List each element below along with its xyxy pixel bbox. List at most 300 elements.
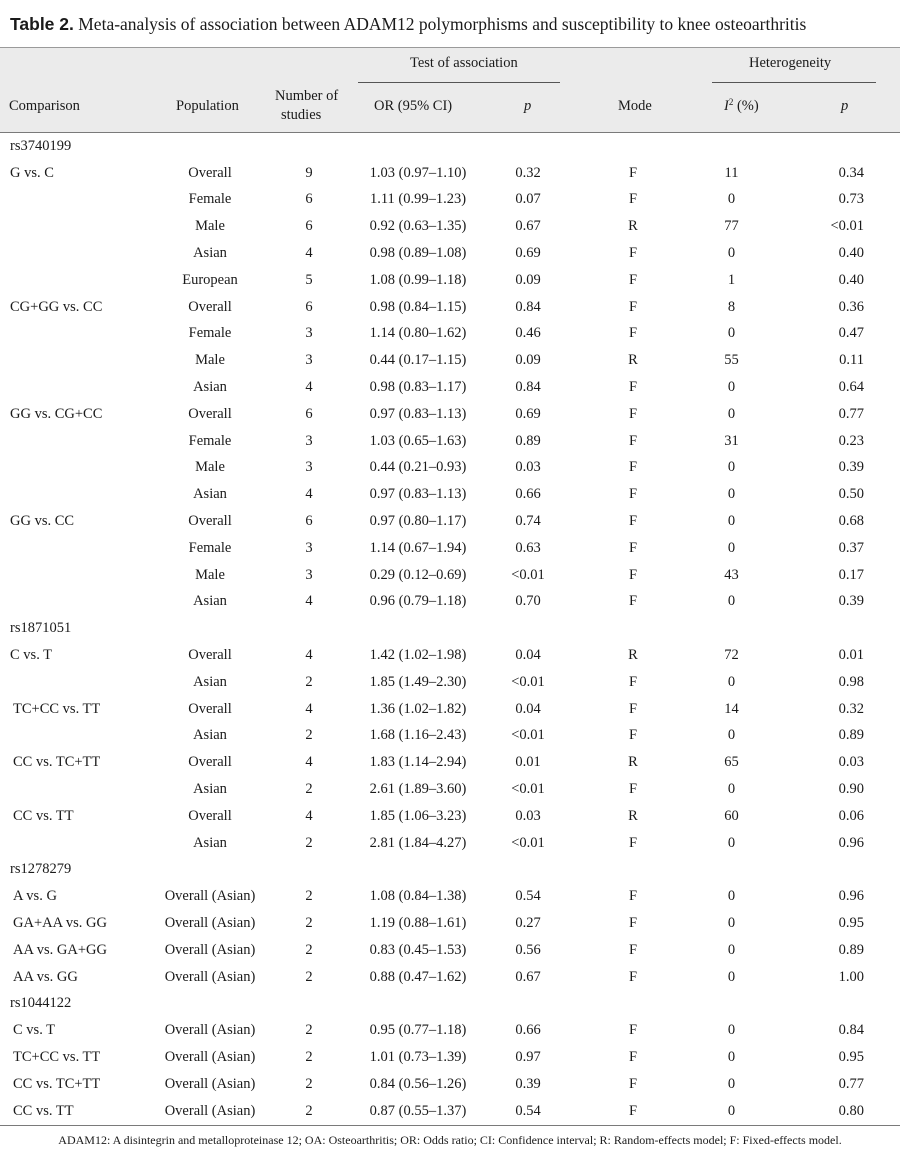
cell-p-value: <0.01 xyxy=(511,834,545,851)
cell-population: Asian xyxy=(193,727,227,744)
cell-i2: 14 xyxy=(724,700,739,717)
cell-p-value: 0.84 xyxy=(515,379,541,396)
cell-mode: F xyxy=(628,673,638,690)
cell-number-of-studies: 4 xyxy=(305,807,313,824)
cell-number-of-studies xyxy=(275,615,343,642)
snp-group-row xyxy=(0,991,900,1018)
table-row xyxy=(0,1071,900,1098)
cell-comparison xyxy=(0,240,145,267)
header-number-line2: studies xyxy=(281,107,322,123)
cell-comparison: GA+AA vs. GG xyxy=(13,915,107,931)
cell-or-ci xyxy=(343,615,493,642)
cell-i2: 8 xyxy=(727,298,736,315)
cell-or-ci: 1.14 (0.80–1.62) xyxy=(369,325,467,342)
table-row xyxy=(0,696,900,723)
cell-number-of-studies: 2 xyxy=(305,1102,313,1119)
cell-number-of-studies: 2 xyxy=(305,781,313,798)
cell-or-ci: 1.08 (0.84–1.38) xyxy=(369,888,467,905)
cell-mode: F xyxy=(628,968,638,985)
cell-p-value: 0.69 xyxy=(515,245,541,262)
cell-population: Overall xyxy=(188,807,232,824)
cell-i2: 60 xyxy=(724,807,739,824)
cell-i2: 77 xyxy=(724,218,739,235)
cell-heterogeneity-p: 0.84 xyxy=(838,1022,864,1039)
cell-comparison xyxy=(0,428,145,455)
cell-population xyxy=(145,133,275,160)
cell-i2: 0 xyxy=(727,834,736,851)
cell-p-value: 0.32 xyxy=(515,164,541,181)
table-row xyxy=(0,187,900,214)
cell-number-of-studies: 4 xyxy=(305,700,313,717)
cell-comparison: GG vs. CG+CC xyxy=(10,405,103,422)
cell-population: Overall xyxy=(188,647,232,664)
cell-heterogeneity-p: 0.47 xyxy=(838,325,864,342)
cell-heterogeneity-p: 0.96 xyxy=(838,834,864,851)
cell-p-value: 0.54 xyxy=(515,1102,541,1119)
table-row xyxy=(0,749,900,776)
table-row xyxy=(0,213,900,240)
cell-heterogeneity-p xyxy=(760,857,900,884)
cell-mode: F xyxy=(628,245,638,262)
cell-or-ci: 1.85 (1.49–2.30) xyxy=(369,673,467,690)
cell-number-of-studies: 6 xyxy=(305,513,313,530)
cell-i2: 0 xyxy=(727,245,736,262)
cell-number-of-studies: 2 xyxy=(305,727,313,744)
cell-heterogeneity-p: 0.73 xyxy=(838,191,864,208)
cell-number-of-studies: 4 xyxy=(305,486,313,503)
cell-mode: F xyxy=(628,513,638,530)
cell-number-of-studies: 6 xyxy=(305,191,313,208)
cell-number-of-studies: 2 xyxy=(305,1075,313,1092)
cell-comparison: G vs. C xyxy=(10,164,54,181)
cell-or-ci: 1.19 (0.88–1.61) xyxy=(369,915,467,931)
cell-mode: F xyxy=(628,566,638,583)
cell-p-value: 0.56 xyxy=(515,941,541,958)
cell-heterogeneity-p xyxy=(760,133,900,160)
header-mode: Mode xyxy=(618,98,652,114)
cell-number-of-studies: 4 xyxy=(305,754,313,771)
table-row xyxy=(0,910,900,937)
cell-mode: R xyxy=(628,218,638,235)
cell-p-value: 0.69 xyxy=(515,405,541,422)
cell-or-ci: 1.85 (1.06–3.23) xyxy=(369,807,467,824)
cell-number-of-studies: 4 xyxy=(305,593,313,610)
cell-number-of-studies: 9 xyxy=(305,164,313,181)
cell-or-ci: 0.95 (0.77–1.18) xyxy=(369,1022,467,1039)
cell-population: Female xyxy=(188,191,232,208)
cell-heterogeneity-p: 0.23 xyxy=(838,432,864,449)
table-row xyxy=(0,160,900,187)
cell-p-value xyxy=(493,857,563,884)
table-row xyxy=(0,562,900,589)
header-i2 xyxy=(724,98,759,115)
cell-p-value: 0.09 xyxy=(515,352,541,369)
table-row xyxy=(0,883,900,910)
cell-heterogeneity-p: <0.01 xyxy=(830,218,864,235)
cell-population: Overall xyxy=(188,298,232,315)
cell-heterogeneity-p: 0.77 xyxy=(838,405,864,422)
cell-comparison xyxy=(0,535,145,562)
cell-population: Overall xyxy=(188,754,232,771)
cell-population: Overall xyxy=(188,164,232,181)
cell-comparison xyxy=(0,723,145,750)
cell-population xyxy=(145,991,275,1018)
cell-comparison xyxy=(0,374,145,401)
table-row xyxy=(0,267,900,294)
cell-population: Asian xyxy=(193,245,227,262)
cell-number-of-studies: 5 xyxy=(305,271,313,288)
cell-i2: 0 xyxy=(727,593,736,610)
table-row xyxy=(0,803,900,830)
cell-comparison: CG+GG vs. CC xyxy=(10,298,103,315)
cell-or-ci: 0.96 (0.79–1.18) xyxy=(369,593,467,610)
cell-i2: 0 xyxy=(727,1075,736,1092)
cell-number-of-studies: 6 xyxy=(305,298,313,315)
table-row xyxy=(0,294,900,321)
table-row xyxy=(0,374,900,401)
cell-population: Male xyxy=(195,352,225,369)
cell-comparison: GG vs. CC xyxy=(10,513,75,530)
cell-heterogeneity-p: 0.77 xyxy=(838,1075,864,1092)
cell-heterogeneity-p: 0.40 xyxy=(838,245,864,262)
cell-mode xyxy=(563,857,703,884)
cell-number-of-studies: 2 xyxy=(305,968,313,985)
cell-mode: F xyxy=(628,1048,638,1065)
cell-population: Male xyxy=(195,566,225,583)
cell-heterogeneity-p: 0.06 xyxy=(838,807,864,824)
cell-population: Male xyxy=(195,459,225,476)
table-row xyxy=(0,642,900,669)
cell-i2: 0 xyxy=(727,325,736,342)
cell-heterogeneity-p: 0.50 xyxy=(838,486,864,503)
cell-comparison xyxy=(0,321,145,348)
cell-number-of-studies: 3 xyxy=(305,459,313,476)
cell-comparison: rs1044122 xyxy=(10,995,72,1012)
cell-or-ci: 1.11 (0.99–1.23) xyxy=(369,191,467,208)
header-or-ci: OR (95% CI) xyxy=(374,98,453,114)
cell-comparison: rs1278279 xyxy=(10,861,72,878)
cell-heterogeneity-p: 0.89 xyxy=(838,941,864,958)
table-row xyxy=(0,240,900,267)
cell-number-of-studies: 2 xyxy=(305,673,313,690)
table-header xyxy=(0,48,900,133)
cell-or-ci: 1.08 (0.99–1.18) xyxy=(369,271,467,288)
header-number-line1: Number of xyxy=(275,88,339,104)
table-row xyxy=(0,1017,900,1044)
cell-or-ci: 1.03 (0.97–1.10) xyxy=(369,164,467,181)
cell-p-value: 0.54 xyxy=(515,888,541,905)
table-caption xyxy=(0,0,900,48)
header-het-p xyxy=(841,98,848,115)
snp-group-row xyxy=(0,615,900,642)
cell-i2: 0 xyxy=(727,486,736,503)
cell-i2: 65 xyxy=(724,754,739,771)
cell-or-ci: 1.68 (1.16–2.43) xyxy=(369,727,467,744)
cell-mode: F xyxy=(628,271,638,288)
cell-or-ci: 1.14 (0.67–1.94) xyxy=(369,539,467,556)
cell-comparison: CC vs. TT xyxy=(13,807,74,824)
header-test-of-association: Test of association xyxy=(410,55,518,71)
header-p-text: p xyxy=(524,98,532,114)
cell-population: Asian xyxy=(193,781,227,798)
cell-or-ci: 0.98 (0.83–1.17) xyxy=(369,379,467,396)
cell-population xyxy=(145,857,275,884)
cell-p-value: 0.89 xyxy=(515,432,541,449)
cell-p-value: <0.01 xyxy=(511,673,545,690)
cell-p-value: <0.01 xyxy=(511,781,545,798)
cell-population: Overall (Asian) xyxy=(164,1022,256,1039)
cell-heterogeneity-p: 0.89 xyxy=(838,727,864,744)
cell-p-value xyxy=(493,991,563,1018)
cell-mode: F xyxy=(628,593,638,610)
cell-heterogeneity-p: 0.95 xyxy=(838,915,864,931)
snp-group-row xyxy=(0,857,900,884)
cell-mode: F xyxy=(628,888,638,905)
cell-or-ci: 0.97 (0.83–1.13) xyxy=(369,405,467,422)
cell-p-value: 0.66 xyxy=(515,486,541,503)
cell-population: Asian xyxy=(193,486,227,503)
cell-population: Overall xyxy=(188,513,232,530)
cell-number-of-studies xyxy=(275,857,343,884)
header-i2-sup: 2 xyxy=(728,97,734,107)
cell-or-ci: 2.81 (1.84–4.27) xyxy=(369,834,467,851)
cell-or-ci: 0.97 (0.80–1.17) xyxy=(369,513,467,530)
snp-group-row xyxy=(0,133,900,160)
cell-mode: R xyxy=(628,807,638,824)
cell-comparison: TC+CC vs. TT xyxy=(13,1048,101,1065)
cell-number-of-studies: 4 xyxy=(305,245,313,262)
cell-i2 xyxy=(703,857,760,884)
cell-population: European xyxy=(182,271,238,288)
cell-number-of-studies: 2 xyxy=(305,915,313,931)
cell-population: Female xyxy=(188,432,232,449)
cell-mode: F xyxy=(628,915,638,931)
table-row xyxy=(0,535,900,562)
table-row xyxy=(0,321,900,348)
cell-i2: 43 xyxy=(724,566,739,583)
cell-number-of-studies: 3 xyxy=(305,566,313,583)
cell-mode: F xyxy=(628,325,638,342)
cell-mode: F xyxy=(628,834,638,851)
cell-comparison xyxy=(0,213,145,240)
table-row xyxy=(0,455,900,482)
table-row xyxy=(0,669,900,696)
cell-mode: F xyxy=(628,1022,638,1039)
cell-number-of-studies: 3 xyxy=(305,432,313,449)
cell-number-of-studies: 2 xyxy=(305,941,313,958)
header-heterogeneity: Heterogeneity xyxy=(749,55,832,71)
cell-p-value: 0.04 xyxy=(515,700,541,717)
cell-p-value: 0.09 xyxy=(515,271,541,288)
cell-i2: 0 xyxy=(727,968,736,985)
table-row xyxy=(0,937,900,964)
cell-mode: F xyxy=(628,164,638,181)
cell-population: Asian xyxy=(193,673,227,690)
cell-comparison: A vs. G xyxy=(13,888,57,905)
cell-p-value: <0.01 xyxy=(511,566,545,583)
cell-p-value: 0.67 xyxy=(515,218,541,235)
cell-mode: F xyxy=(628,727,638,744)
cell-i2: 0 xyxy=(727,1048,736,1065)
cell-or-ci: 0.98 (0.89–1.08) xyxy=(369,245,467,262)
cell-heterogeneity-p: 0.90 xyxy=(838,781,864,798)
cell-mode: F xyxy=(628,379,638,396)
cell-or-ci: 1.01 (0.73–1.39) xyxy=(369,1048,467,1065)
cell-population: Female xyxy=(188,539,232,556)
cell-p-value: 0.03 xyxy=(515,459,541,476)
cell-or-ci: 0.97 (0.83–1.13) xyxy=(369,486,467,503)
cell-or-ci: 1.36 (1.02–1.82) xyxy=(369,700,467,717)
cell-i2: 0 xyxy=(727,539,736,556)
cell-i2: 55 xyxy=(724,352,739,369)
cell-i2: 1 xyxy=(727,271,736,288)
cell-heterogeneity-p: 0.98 xyxy=(838,673,864,690)
cell-heterogeneity-p: 0.95 xyxy=(838,1048,864,1065)
cell-heterogeneity-p: 0.11 xyxy=(839,352,864,369)
cell-comparison: AA vs. GG xyxy=(13,968,78,985)
cell-population: Overall (Asian) xyxy=(164,888,256,905)
cell-or-ci: 0.92 (0.63–1.35) xyxy=(369,218,467,235)
table-row xyxy=(0,508,900,535)
table-row xyxy=(0,964,900,991)
cell-number-of-studies: 4 xyxy=(305,379,313,396)
cell-heterogeneity-p: 0.39 xyxy=(838,459,864,476)
cell-or-ci: 1.83 (1.14–2.94) xyxy=(369,754,467,771)
cell-population: Overall (Asian) xyxy=(164,968,256,985)
cell-heterogeneity-p: 0.17 xyxy=(838,566,864,583)
cell-heterogeneity-p: 0.80 xyxy=(838,1102,864,1119)
cell-population: Overall xyxy=(188,700,232,717)
cell-p-value: 0.07 xyxy=(515,191,541,208)
cell-comparison xyxy=(0,187,145,214)
cell-or-ci: 0.84 (0.56–1.26) xyxy=(369,1075,467,1092)
table-row xyxy=(0,481,900,508)
cell-p-value xyxy=(493,133,563,160)
table-label: Table 2. xyxy=(10,14,74,34)
cell-or-ci xyxy=(343,991,493,1018)
cell-number-of-studies: 2 xyxy=(305,1022,313,1039)
cell-heterogeneity-p: 0.64 xyxy=(838,379,864,396)
cell-mode: F xyxy=(628,191,638,208)
cell-number-of-studies xyxy=(275,991,343,1018)
table-row xyxy=(0,776,900,803)
cell-or-ci: 0.83 (0.45–1.53) xyxy=(369,941,467,958)
cell-mode: F xyxy=(628,459,638,476)
cell-i2: 0 xyxy=(727,513,736,530)
cell-i2: 72 xyxy=(724,647,739,664)
cell-comparison xyxy=(0,589,145,616)
cell-p-value: 0.66 xyxy=(515,1022,541,1039)
cell-comparison xyxy=(0,481,145,508)
cell-comparison xyxy=(0,347,145,374)
cell-p-value: 0.84 xyxy=(515,298,541,315)
cell-population: Asian xyxy=(193,593,227,610)
cell-i2 xyxy=(703,615,760,642)
cell-comparison: CC vs. TC+TT xyxy=(13,754,101,771)
cell-or-ci: 0.87 (0.55–1.37) xyxy=(369,1102,467,1119)
cell-comparison: C vs. T xyxy=(10,647,53,664)
cell-i2: 0 xyxy=(727,191,736,208)
cell-p-value: 0.01 xyxy=(515,754,541,771)
header-comparison: Comparison xyxy=(9,98,80,114)
data-table xyxy=(0,133,900,1124)
cell-or-ci xyxy=(343,133,493,160)
cell-or-ci: 0.29 (0.12–0.69) xyxy=(369,566,467,583)
cell-population: Asian xyxy=(193,834,227,851)
header-group-rule-association xyxy=(358,82,560,83)
cell-number-of-studies: 2 xyxy=(305,834,313,851)
cell-number-of-studies: 6 xyxy=(305,405,313,422)
cell-i2: 0 xyxy=(727,405,736,422)
cell-comparison: C vs. T xyxy=(13,1022,56,1039)
cell-heterogeneity-p xyxy=(760,991,900,1018)
cell-number-of-studies xyxy=(275,133,343,160)
cell-population: Overall (Asian) xyxy=(164,941,256,958)
cell-p-value: 0.97 xyxy=(515,1048,541,1065)
cell-i2: 0 xyxy=(727,1102,736,1119)
cell-mode xyxy=(563,615,703,642)
cell-or-ci xyxy=(343,857,493,884)
table-row xyxy=(0,589,900,616)
cell-i2: 0 xyxy=(727,941,736,958)
cell-mode: R xyxy=(628,352,638,369)
cell-number-of-studies: 4 xyxy=(305,647,313,664)
cell-number-of-studies: 3 xyxy=(305,352,313,369)
cell-i2 xyxy=(703,991,760,1018)
cell-or-ci: 0.88 (0.47–1.62) xyxy=(369,968,467,985)
cell-comparison: CC vs. TC+TT xyxy=(13,1075,101,1092)
cell-comparison: AA vs. GA+GG xyxy=(13,941,107,958)
cell-heterogeneity-p xyxy=(760,615,900,642)
cell-heterogeneity-p: 0.39 xyxy=(838,593,864,610)
cell-mode: F xyxy=(628,298,638,315)
cell-i2: 0 xyxy=(727,1022,736,1039)
cell-population: Overall (Asian) xyxy=(164,1075,256,1092)
cell-comparison xyxy=(0,830,145,857)
table-row xyxy=(0,830,900,857)
cell-p-value: 0.03 xyxy=(515,807,541,824)
table-row xyxy=(0,347,900,374)
cell-or-ci: 2.61 (1.89–3.60) xyxy=(369,781,467,798)
header-group-rule-heterogeneity xyxy=(712,82,876,83)
cell-i2: 31 xyxy=(724,432,739,449)
cell-mode: F xyxy=(628,1102,638,1119)
cell-mode: F xyxy=(628,781,638,798)
cell-comparison xyxy=(0,776,145,803)
cell-heterogeneity-p: 0.32 xyxy=(838,700,864,717)
table-body xyxy=(0,133,900,1124)
cell-or-ci: 1.03 (0.65–1.63) xyxy=(369,432,467,449)
table-row xyxy=(0,723,900,750)
cell-i2: 0 xyxy=(727,888,736,905)
header-i2-base: I xyxy=(724,98,729,114)
cell-mode: F xyxy=(628,539,638,556)
cell-heterogeneity-p: 0.96 xyxy=(838,888,864,905)
cell-population: Overall (Asian) xyxy=(164,915,256,931)
cell-p-value: 0.27 xyxy=(515,915,541,931)
cell-or-ci: 0.44 (0.21–0.93) xyxy=(369,459,467,476)
cell-comparison: CC vs. TT xyxy=(13,1102,74,1119)
cell-i2: 0 xyxy=(727,379,736,396)
table-row xyxy=(0,428,900,455)
cell-comparison: rs1871051 xyxy=(10,620,72,637)
cell-population: Asian xyxy=(193,379,227,396)
cell-heterogeneity-p: 0.40 xyxy=(838,271,864,288)
cell-comparison xyxy=(0,455,145,482)
cell-mode: F xyxy=(628,405,638,422)
cell-population: Male xyxy=(195,218,225,235)
cell-p-value xyxy=(493,615,563,642)
